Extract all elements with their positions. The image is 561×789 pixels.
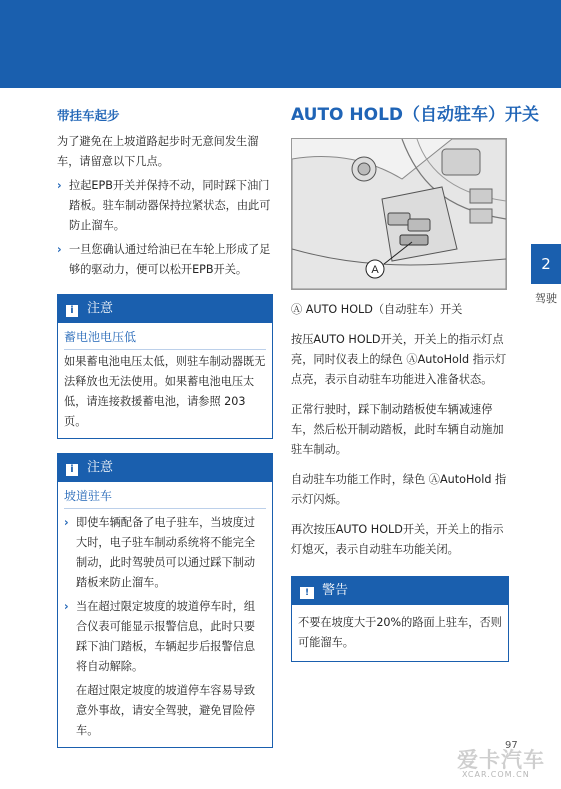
- note-label: 注意: [87, 460, 114, 475]
- figure-callout-label: A: [371, 264, 379, 276]
- section-title-trailer-start: 带挂车起步: [57, 108, 120, 123]
- note-box-battery: [57, 294, 273, 439]
- figure-caption: Ⓐ AUTO HOLD（自动驻车）开关: [291, 303, 463, 316]
- console-illustration: [291, 138, 507, 290]
- note-header: [58, 295, 272, 323]
- warning-body: 不要在坡度大于20%的路面上驻车，否则可能溜车。: [298, 616, 502, 649]
- note-body: [58, 482, 272, 747]
- note-text: 如果蓄电池电压太低，则驻车制动器既无法释放也无法使用。如果蓄电池电压太低，请连接救援蓄电池，请参照 203 页。: [64, 355, 266, 428]
- bullet-item: › 拉起EPB开关并保持不动，同时踩下油门踏板。驻车制动器保持拉紧状态，由此可防止溜车。: [57, 176, 273, 236]
- left-column: [57, 106, 273, 748]
- body-paragraph: 再次按压AUTO HOLD开关，开关上的指示灯熄灭，表示自动驻车功能关闭。: [291, 523, 504, 556]
- note-label: 注意: [87, 301, 114, 316]
- note-extra-text: 在超过限定坡度的坡道停车容易导致意外事故，请安全驾驶，避免冒险停车。: [76, 684, 256, 737]
- watermark-url: XCAR.COM.CN: [462, 770, 530, 779]
- note-bullet: › 当在超过限定坡度的坡道停车时，组合仪表可能显示报警信息，此时只要踩下油门踏板，车辆起步后报警信息将自动解除。: [64, 597, 266, 677]
- body-paragraph: 按压AUTO HOLD开关，开关上的指示灯点亮，同时仪表上的绿色 ⒶAutoHold 指示灯点亮，表示自动驻车功能进入准备状态。: [291, 333, 507, 386]
- right-column: [291, 104, 540, 662]
- bullet-item: › 一旦您确认通过给油已在车轮上形成了足够的驱动力，便可以松开EPB开关。: [57, 240, 273, 280]
- warning-icon: !: [300, 587, 314, 599]
- header-band: [0, 0, 561, 88]
- section-title-auto-hold: AUTO HOLD（自动驻车）开关: [291, 105, 540, 125]
- warning-label: 警告: [322, 583, 349, 598]
- intro-paragraph: 为了避免在上坡道路起步时无意间发生溜车，请留意以下几点。: [57, 135, 259, 168]
- watermark-logo: 爱卡汽车: [457, 748, 545, 772]
- note-box-slope: [57, 453, 273, 748]
- warning-box: [291, 576, 509, 662]
- info-icon: i: [66, 464, 78, 476]
- body-paragraph: 正常行驶时，踩下制动踏板使车辆减速停车，然后松开制动踏板，此时车辆自动施加驻车制动。: [291, 403, 504, 456]
- page-number: 97: [505, 740, 518, 751]
- warning-header: [292, 577, 508, 605]
- note-bullet: › 即使车辆配备了电子驻车，当坡度过大时，电子驻车制动系统将不能完全制动，此时驾驶员可以通过踩下制动踏板来防止溜车。: [64, 513, 266, 593]
- chapter-name: 驾驶: [535, 292, 557, 305]
- note-subtitle: 坡道驻车: [64, 486, 266, 509]
- note-header: [58, 454, 272, 482]
- note-subtitle: 蓄电池电压低: [64, 327, 266, 350]
- center-console-drawing: [292, 139, 506, 289]
- body-paragraph: 自动驻车功能工作时，绿色 ⒶAutoHold 指示灯闪烁。: [291, 473, 507, 506]
- note-body: [58, 323, 272, 438]
- chapter-tab: 2: [531, 244, 561, 284]
- info-icon: i: [66, 305, 78, 317]
